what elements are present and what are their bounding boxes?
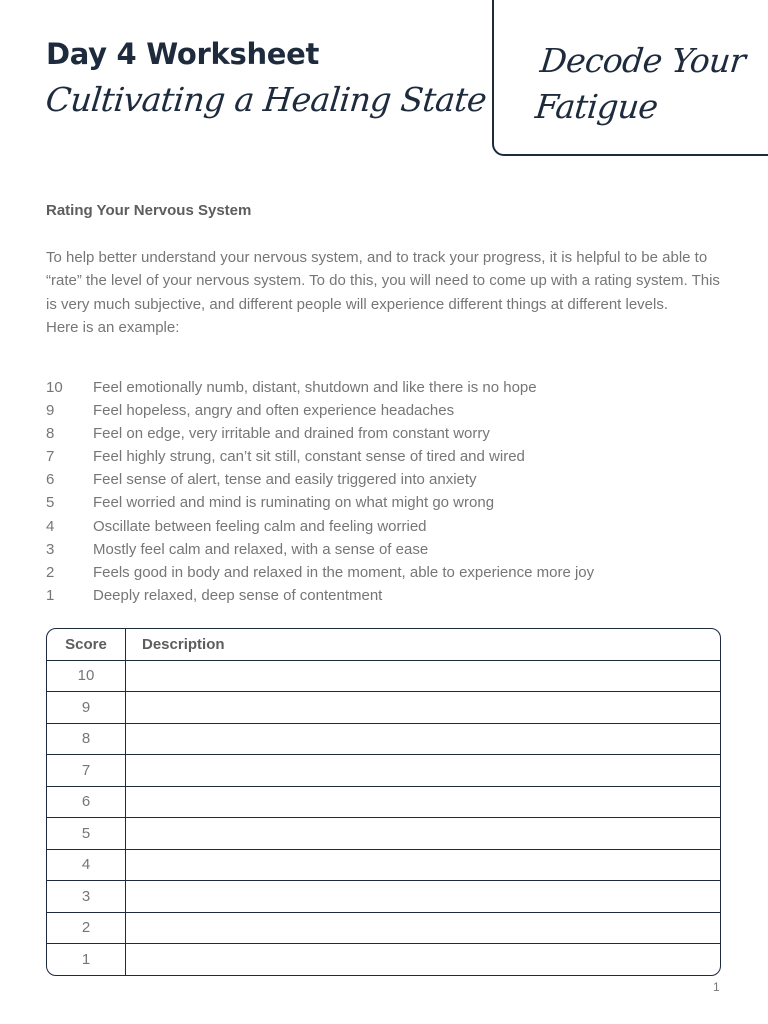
scale-text: Feel on edge, very irritable and drained from constant worry <box>93 425 490 443</box>
scale-score: 1 <box>46 586 55 604</box>
description-entry-cell[interactable] <box>126 913 720 945</box>
description-entry-cell[interactable] <box>126 944 720 975</box>
scale-item <box>46 468 736 491</box>
rating-scale-list <box>46 376 736 607</box>
score-table <box>46 628 721 976</box>
intro-text <box>46 246 730 339</box>
scale-score: 6 <box>46 471 55 489</box>
scale-text: Feels good in body and relaxed in the moment, able to experience more joy <box>93 563 595 581</box>
scale-item <box>46 422 736 445</box>
scale-item <box>46 399 736 422</box>
row-score: 6 <box>47 787 126 819</box>
row-score: 4 <box>47 850 126 882</box>
scale-score: 5 <box>46 494 55 512</box>
row-score: 5 <box>47 818 126 850</box>
description-entry-cell[interactable] <box>126 818 720 850</box>
scale-score: 7 <box>46 448 55 466</box>
brand-line-1: Decode Your <box>538 41 748 80</box>
description-entry-cell[interactable] <box>126 755 720 787</box>
scale-score: 4 <box>46 517 55 535</box>
brand-line-2: Fatigue <box>533 87 660 126</box>
description-entry-cell[interactable] <box>126 692 720 724</box>
row-score: 2 <box>47 913 126 945</box>
brand-logo-text <box>533 38 763 130</box>
scale-item <box>46 538 736 561</box>
scale-score: 3 <box>46 540 55 558</box>
table-row <box>47 944 720 975</box>
table-row <box>47 913 720 945</box>
example-lead: Here is an example: <box>46 318 180 336</box>
table-row <box>47 787 720 819</box>
scale-text: Feel worried and mind is ruminating on what might go wrong <box>93 494 495 512</box>
scale-item <box>46 561 736 584</box>
description-entry-cell[interactable] <box>126 850 720 882</box>
scale-score: 9 <box>46 402 55 420</box>
worksheet-subtitle: Cultivating a Healing State <box>43 80 489 119</box>
scale-item <box>46 491 736 514</box>
scale-item <box>46 584 736 607</box>
row-score: 7 <box>47 755 126 787</box>
scale-score: 10 <box>46 379 63 396</box>
score-column-header: Score <box>47 629 126 661</box>
table-header-row <box>47 629 720 661</box>
table-row <box>47 661 720 693</box>
table-row <box>47 850 720 882</box>
section-heading: Rating Your Nervous System <box>46 202 252 219</box>
page-number: 1 <box>713 980 720 994</box>
scale-text: Feel highly strung, can’t sit still, constant sense of tired and wired <box>93 448 525 466</box>
scale-text: Mostly feel calm and relaxed, with a sense of ease <box>93 540 429 558</box>
scale-item <box>46 376 736 399</box>
description-entry-cell[interactable] <box>126 787 720 819</box>
scale-text: Deeply relaxed, deep sense of contentment <box>93 586 383 604</box>
scale-item <box>46 515 736 538</box>
scale-item <box>46 445 736 468</box>
scale-text: Feel sense of alert, tense and easily triggered into anxiety <box>93 471 477 489</box>
table-row <box>47 692 720 724</box>
table-row <box>47 818 720 850</box>
row-score: 3 <box>47 881 126 913</box>
row-score: 1 <box>47 944 126 975</box>
row-score: 9 <box>47 692 126 724</box>
scale-text: Feel emotionally numb, distant, shutdown and like there is no hope <box>93 379 537 396</box>
worksheet-title: Day 4 Worksheet <box>46 37 320 71</box>
table-row <box>47 724 720 756</box>
scale-text: Oscillate between feeling calm and feeling worried <box>93 517 427 535</box>
row-score: 8 <box>47 724 126 756</box>
scale-score: 2 <box>46 563 55 581</box>
table-row <box>47 881 720 913</box>
description-column-header: Description <box>126 629 720 661</box>
description-entry-cell[interactable] <box>126 881 720 913</box>
scale-text: Feel hopeless, angry and often experience headaches <box>93 402 455 420</box>
table-row <box>47 755 720 787</box>
row-score: 10 <box>47 661 126 693</box>
intro-paragraph: To help better understand your nervous system, and to track your progress, it is helpful to be able to “rate” the level of your nervous system. To do this, you will need to come up with a rating system. This is very much subjective, and different people will experience different things at different levels. <box>46 249 720 313</box>
scale-score: 8 <box>46 425 55 443</box>
description-entry-cell[interactable] <box>126 724 720 756</box>
description-entry-cell[interactable] <box>126 661 720 693</box>
